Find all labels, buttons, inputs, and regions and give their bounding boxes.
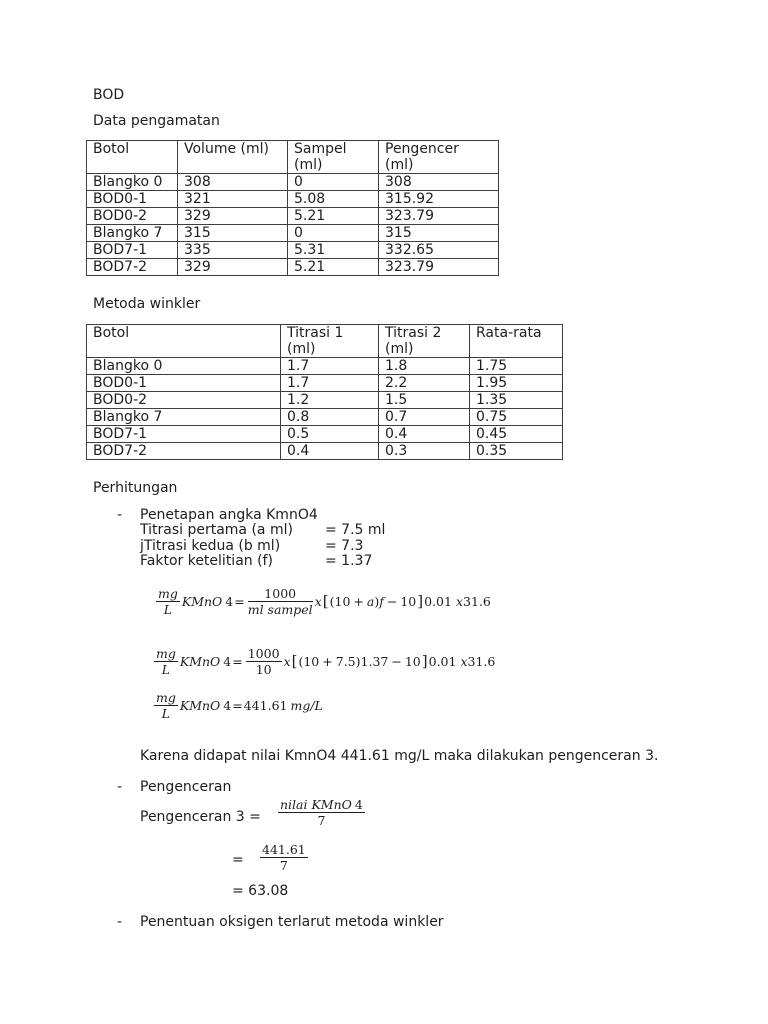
fraction-441-61-per-7 xyxy=(260,842,308,873)
list-bullet: - xyxy=(117,779,123,795)
table-cell: 329 xyxy=(178,208,288,225)
table-cell: 1.7 xyxy=(281,375,379,392)
formula-token: 0.01 xyxy=(428,654,457,669)
table-cell: BOD7-1 xyxy=(87,242,178,259)
formula-token-times: x xyxy=(460,654,468,669)
header-cell-titrasi-2 xyxy=(379,325,470,358)
table-cell: 323.79 xyxy=(379,259,499,276)
formula-token: 10 xyxy=(400,594,417,609)
fraction-denominator: 7 xyxy=(317,813,326,828)
formula-kmno4-substituted xyxy=(152,646,495,677)
formula-token: 31.6 xyxy=(463,594,491,609)
table-cell: 0.75 xyxy=(470,409,563,426)
header-text: Titrasi 1 xyxy=(287,325,344,341)
fraction-denominator: 7 xyxy=(279,858,288,873)
fraction-denominator: L xyxy=(163,602,173,617)
header-text-unit: (ml) xyxy=(287,341,316,357)
formula-compound: KMnO xyxy=(181,594,223,609)
formula-token-minus: − xyxy=(391,654,402,669)
header-cell-titrasi-1 xyxy=(281,325,379,358)
header-text: Botol xyxy=(93,141,130,157)
table-cell: 332.65 xyxy=(379,242,499,259)
formula-compound: KMnO xyxy=(179,654,221,669)
table-row xyxy=(87,392,563,409)
table-cell: 1.95 xyxy=(470,375,563,392)
list-bullet: - xyxy=(117,507,123,523)
pengenceran-result: = 63.08 xyxy=(232,883,289,899)
table-cell: BOD0-1 xyxy=(87,375,281,392)
fraction-mg-per-l xyxy=(156,586,180,617)
table-header-row xyxy=(87,325,563,358)
table-cell: 1.2 xyxy=(281,392,379,409)
table-cell: Blangko 7 xyxy=(87,409,281,426)
pengenceran-equals: = xyxy=(232,852,244,868)
table-cell: 1.35 xyxy=(470,392,563,409)
fraction-numerator: mg xyxy=(156,646,176,661)
table-row xyxy=(87,375,563,392)
header-cell-rata-rata xyxy=(470,325,563,358)
formula-token-times: x xyxy=(283,654,291,669)
formula-token: 1.37 xyxy=(360,654,389,669)
heading-data-pengamatan: Data pengamatan xyxy=(93,113,220,129)
header-text: Rata-rata xyxy=(476,325,542,341)
table-cell: 1.5 xyxy=(379,392,470,409)
table-cell: BOD7-1 xyxy=(87,426,281,443)
formula-token-variable-f: f xyxy=(379,594,384,609)
table-cell: 0.7 xyxy=(379,409,470,426)
table-header-row xyxy=(87,141,499,174)
formula-index: 4 xyxy=(225,594,234,609)
table-row xyxy=(87,191,499,208)
fraction-denominator: L xyxy=(161,662,171,677)
formula-token-paren-open: ( xyxy=(329,594,335,609)
table-cell: BOD0-2 xyxy=(87,208,178,225)
data-pengamatan-table xyxy=(86,140,499,276)
formula-token-paren-close: ) xyxy=(355,654,361,669)
oksigen-section-title: Penentuan oksigen terlarut metoda winkler xyxy=(140,914,444,930)
table-row xyxy=(87,409,563,426)
param-label-titrasi-pertama: Titrasi pertama (a ml) xyxy=(140,522,293,538)
table-cell: 0.45 xyxy=(470,426,563,443)
header-cell-volume xyxy=(178,141,288,174)
table-row xyxy=(87,358,563,375)
pengenceran-label: Pengenceran 3 = xyxy=(140,809,261,825)
formula-token: 0.01 xyxy=(424,594,452,609)
formula-token: 10 xyxy=(404,654,421,669)
header-text: Pengencer xyxy=(385,141,459,157)
metoda-winkler-table xyxy=(86,324,563,460)
header-cell-pengencer xyxy=(379,141,499,174)
table-cell: 5.21 xyxy=(288,259,379,276)
formula-token-times: x xyxy=(455,594,464,609)
formula-equals: = xyxy=(234,594,245,609)
pengenceran-fraction-values xyxy=(258,842,310,873)
table-row xyxy=(87,225,499,242)
table-cell: BOD7-2 xyxy=(87,259,178,276)
formula-token-bracket-close: ] xyxy=(421,652,428,670)
table-row xyxy=(87,174,499,191)
table-cell: Blangko 0 xyxy=(87,174,178,191)
formula-compound: KMnO xyxy=(179,698,221,713)
table-cell: 0.4 xyxy=(281,443,379,460)
formula-index: 4 xyxy=(223,654,232,669)
table-cell: 2.2 xyxy=(379,375,470,392)
table-row xyxy=(87,443,563,460)
formula-token-plus: + xyxy=(353,594,364,609)
table-cell: Blangko 0 xyxy=(87,358,281,375)
heading-perhitungan: Perhitungan xyxy=(93,480,178,496)
param-value-titrasi-pertama: = 7.5 ml xyxy=(325,522,386,538)
header-cell-botol xyxy=(87,325,281,358)
table-cell: BOD0-1 xyxy=(87,191,178,208)
formula-equals: = xyxy=(232,698,243,713)
table-row xyxy=(87,208,499,225)
fraction-mg-per-l xyxy=(154,646,178,677)
formula-result-value: 441.61 xyxy=(243,698,288,713)
header-text: Titrasi 2 xyxy=(385,325,442,341)
param-label-faktor-ketelitian: Faktor ketelitian (f) xyxy=(140,553,273,569)
table-cell: 321 xyxy=(178,191,288,208)
fraction-1000-per-ml-sampel xyxy=(248,586,313,617)
formula-token-paren-open: ( xyxy=(298,654,304,669)
fraction-numerator: 1000 xyxy=(247,646,280,661)
formula-equals: = xyxy=(232,654,243,669)
table-row xyxy=(87,426,563,443)
fraction-denominator: ml sampel xyxy=(247,602,313,617)
kmno4-conclusion: Karena didapat nilai KmnO4 441.61 mg/L maka dilakukan pengenceran 3. xyxy=(140,748,659,764)
table-cell: 5.08 xyxy=(288,191,379,208)
fraction-denominator: 10 xyxy=(255,662,272,677)
formula-result-unit: mg/L xyxy=(290,698,323,713)
fraction-numerator: mg xyxy=(156,690,176,705)
header-text: Volume (ml) xyxy=(184,141,269,157)
fraction-numerator: 441.61 xyxy=(262,842,306,857)
formula-token-bracket-close: ] xyxy=(417,592,424,610)
formula-token-plus: + xyxy=(322,654,333,669)
table-cell: 0.35 xyxy=(470,443,563,460)
table-cell: 0 xyxy=(288,174,379,191)
table-cell: Blangko 7 xyxy=(87,225,178,242)
formula-token-bracket-open: [ xyxy=(291,652,298,670)
fraction-mg-per-l xyxy=(154,690,178,721)
fraction-numerator-variable: nilai KMnO xyxy=(280,797,352,812)
table-cell: 0.5 xyxy=(281,426,379,443)
table-cell: BOD7-2 xyxy=(87,443,281,460)
fraction-numerator: 1000 xyxy=(248,586,313,602)
table-row xyxy=(87,259,499,276)
formula-token: 7.5 xyxy=(335,654,356,669)
table-cell: 308 xyxy=(178,174,288,191)
table-cell: 329 xyxy=(178,259,288,276)
formula-token-minus: − xyxy=(386,594,398,609)
formula-token-paren-close: ) xyxy=(374,594,380,609)
formula-token: 10 xyxy=(334,594,351,609)
table-cell: 1.7 xyxy=(281,358,379,375)
fraction-numerator-index: 4 xyxy=(354,797,363,812)
fraction-numerator xyxy=(278,797,365,813)
table-cell: 308 xyxy=(379,174,499,191)
table-row xyxy=(87,242,499,259)
fraction-denominator: L xyxy=(161,706,171,721)
header-cell-sampel xyxy=(288,141,379,174)
table-cell: 315 xyxy=(379,225,499,242)
formula-token-bracket-open: [ xyxy=(322,592,329,610)
header-text: Botol xyxy=(93,325,130,341)
list-bullet: - xyxy=(117,914,123,930)
header-text: Sampel xyxy=(294,141,347,157)
formula-token: 31.6 xyxy=(467,654,496,669)
formula-index: 4 xyxy=(223,698,232,713)
header-text-unit: (ml) xyxy=(385,341,414,357)
param-value-faktor-ketelitian: = 1.37 xyxy=(325,553,373,569)
pengenceran-section-title: Pengenceran xyxy=(140,779,232,795)
table-cell: 1.75 xyxy=(470,358,563,375)
header-text-unit: (ml) xyxy=(385,157,414,173)
table-cell: 0.3 xyxy=(379,443,470,460)
formula-token-variable-a: a xyxy=(366,594,375,609)
formula-kmno4-result xyxy=(152,690,323,721)
kmno4-section-title: Penetapan angka KmnO4 xyxy=(140,507,318,523)
pengenceran-fraction-formula xyxy=(276,797,367,828)
table-cell: 0.4 xyxy=(379,426,470,443)
formula-token: 10 xyxy=(303,654,320,669)
table-cell: 315 xyxy=(178,225,288,242)
table-cell: 5.31 xyxy=(288,242,379,259)
fraction-numerator: mg xyxy=(158,586,178,601)
fraction-1000-per-10 xyxy=(246,646,282,677)
formula-token-times: x xyxy=(314,594,322,609)
table-cell: 323.79 xyxy=(379,208,499,225)
table-cell: 315.92 xyxy=(379,191,499,208)
header-text-unit: (ml) xyxy=(294,157,323,173)
table-cell: 5.21 xyxy=(288,208,379,225)
fraction-nilai-kmno4-per-7 xyxy=(278,797,365,828)
table-cell: 1.8 xyxy=(379,358,470,375)
heading-metoda-winkler: Metoda winkler xyxy=(93,296,201,312)
table-cell: 0 xyxy=(288,225,379,242)
header-cell-botol xyxy=(87,141,178,174)
table-cell: BOD0-2 xyxy=(87,392,281,409)
document-title: BOD xyxy=(93,87,125,103)
table-cell: 0.8 xyxy=(281,409,379,426)
table-cell: 335 xyxy=(178,242,288,259)
param-value-titrasi-kedua: = 7.3 xyxy=(325,538,364,554)
formula-kmno4-general xyxy=(154,586,491,617)
param-label-titrasi-kedua: jTitrasi kedua (b ml) xyxy=(140,538,281,554)
